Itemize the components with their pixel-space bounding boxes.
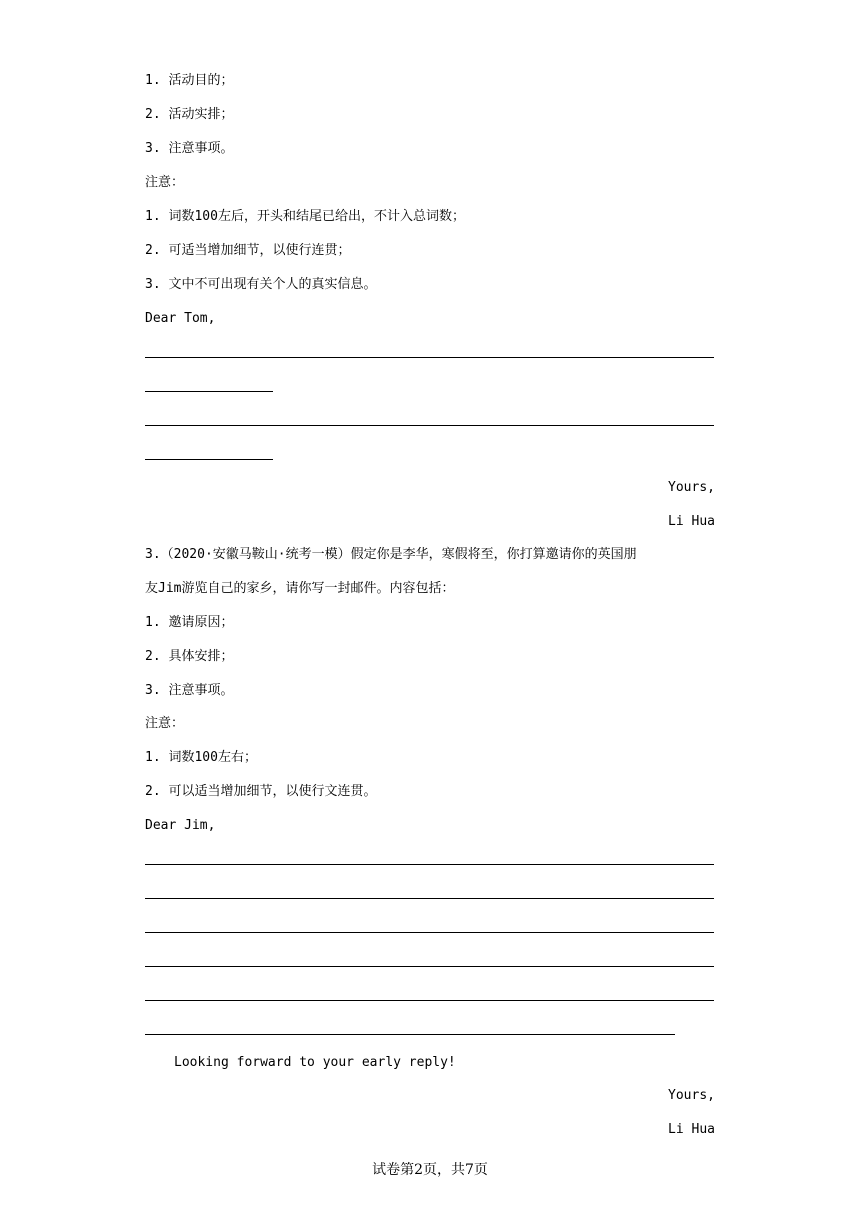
content-item-3: 3. 注意事项。 [145,683,234,698]
note-item-2: 2. 可适当增加细节，以使行连贯； [145,243,351,258]
answer-line [145,898,714,899]
note-item-2: 2. 可以适当增加细节，以使行文连贯。 [145,784,377,799]
content-item-1: 1. 邀请原因； [145,615,234,630]
closing: Yours, [668,1088,715,1103]
content-item-2: 2. 具体安排； [145,649,234,664]
signature: Li Hua [668,1122,715,1137]
salutation: Dear Jim, [145,818,216,833]
closing: Yours, [668,480,715,495]
notes-label: 注意： [145,175,185,190]
answer-line [145,459,273,460]
question-prompt-line-2: 友Jim游览自己的家乡，请你写一封邮件。内容包括： [145,581,455,596]
closing-sentence: Looking forward to your early reply! [174,1055,456,1070]
answer-line [145,391,273,392]
signature: Li Hua [668,514,715,529]
content-item-2: 2. 活动实排； [145,107,234,122]
content-item-1: 1. 活动目的； [145,73,234,88]
page-footer: 试卷第2页，共7页 [372,1162,488,1178]
answer-line [145,1034,675,1035]
answer-line [145,1000,714,1001]
note-item-3: 3. 文中不可出现有关个人的真实信息。 [145,277,377,292]
answer-line [145,425,714,426]
answer-line [145,932,714,933]
question-prompt-line-1: 3.（2020·安徽马鞍山·统考一模）假定你是李华，寒假将至，你打算邀请你的英国朋 [145,547,637,562]
answer-line [145,966,714,967]
content-item-3: 3. 注意事项。 [145,141,234,156]
answer-line [145,864,714,865]
note-item-1: 1. 词数100左右； [145,750,257,765]
note-item-1: 1. 词数100左后，开头和结尾已给出，不计入总词数； [145,209,465,224]
answer-line [145,357,714,358]
notes-label: 注意： [145,716,185,731]
salutation: Dear Tom, [145,311,216,326]
